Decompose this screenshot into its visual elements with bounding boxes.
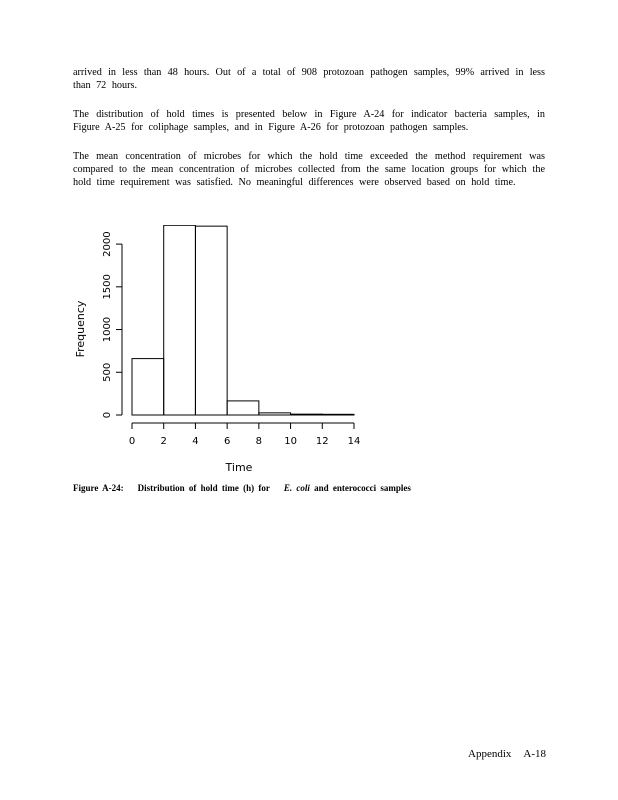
y-tick-label-4: 2000 (102, 231, 113, 257)
x-tick-label-4: 8 (255, 436, 263, 447)
x-tick-label-1: 2 (160, 436, 167, 447)
histogram-bar-0 (132, 359, 164, 415)
y-axis-ticks (116, 244, 122, 415)
histogram-bar-3 (227, 401, 259, 415)
paragraph-figure-references: The distribution of hold times is presented below in Figure A-24 for indicator bacteria samples, in Figure A-25 for coliphage samples, and in Figure A-26 for protozoan pathogen samples. (73, 109, 545, 133)
y-axis-label: Frequency (74, 300, 87, 358)
y-tick-label-0: 0 (102, 411, 113, 419)
histogram-bar-1 (164, 225, 196, 415)
x-tick-label-5: 10 (284, 436, 297, 447)
histogram-bar-4 (259, 413, 291, 415)
hold-time-histogram (70, 225, 370, 485)
x-axis-label: Time (225, 461, 253, 474)
paragraph-hold-time-arrival: arrived in less than 48 hours. Out of a total of 908 protozoan pathogen samples, 99% arrived in less than 72 hours. (73, 67, 545, 91)
figure-caption (73, 483, 425, 493)
histogram-bar-5 (291, 414, 323, 415)
caption-text-before: Distribution of hold time (h) for (137, 483, 270, 493)
x-axis-tick-labels (129, 436, 361, 447)
histogram-bars (132, 225, 354, 415)
x-tick-label-7: 14 (347, 436, 361, 447)
histogram-bar-2 (195, 226, 227, 415)
paragraph-mean-concentration: The mean concentration of microbes for which the hold time exceeded the method requirement was compared to the mean concentration of microbes collected from the same location groups for which the hold time requirement was satisfied. No meaningful differences were observed based on hold time. (73, 151, 545, 188)
x-tick-label-2: 4 (192, 436, 199, 447)
x-tick-label-6: 12 (315, 436, 329, 447)
caption-species-name: E. coli (283, 483, 310, 493)
page-number: A-18 (523, 748, 546, 760)
x-tick-label-3: 6 (223, 436, 231, 447)
footer-section: Appendix (468, 748, 512, 760)
y-tick-label-2: 1000 (102, 316, 113, 343)
x-axis-ticks (132, 423, 354, 429)
histogram-bar-6 (322, 414, 354, 415)
page-footer (468, 748, 546, 760)
figure-label: Figure A-24: (73, 483, 124, 493)
x-tick-label-0: 0 (128, 436, 136, 447)
caption-text-after: and enterococci samples (314, 483, 411, 493)
y-axis-tick-labels (102, 231, 113, 418)
y-tick-label-1: 500 (102, 362, 113, 382)
y-tick-label-3: 1500 (102, 274, 113, 300)
